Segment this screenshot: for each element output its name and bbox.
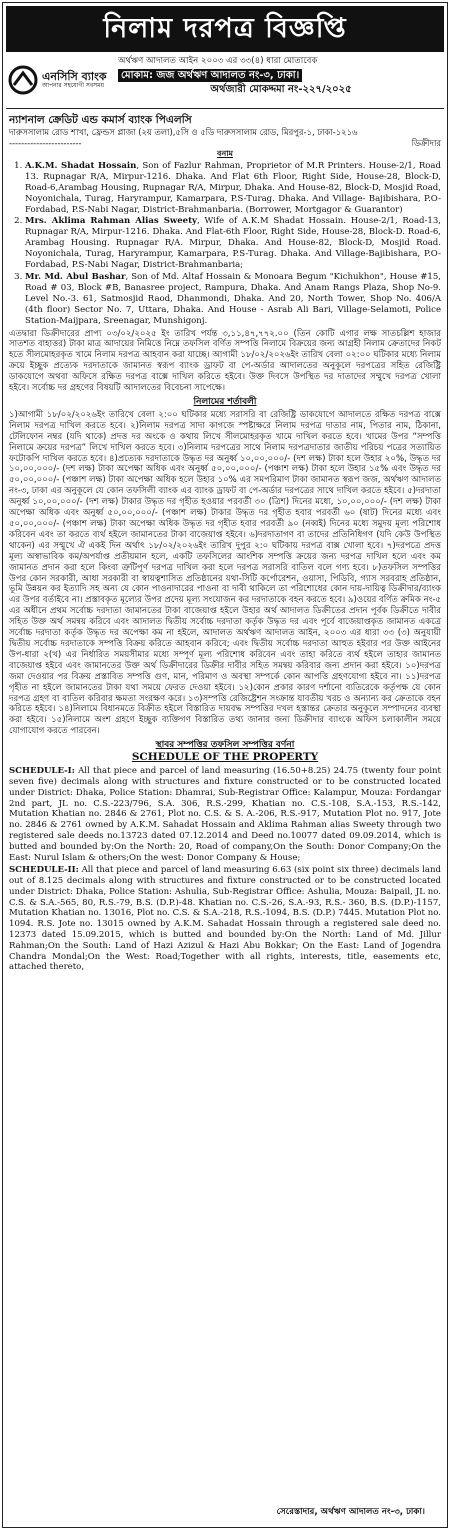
header: [6, 52, 444, 109]
terms-paragraph: ১)আগামী ১৮/০২/২০২৬ইং তারিখে বেলা ২:০০ ঘটিকার মধ্যে সরাসরি বা রেজিষ্ট্রি ডাকযোগে আদালতে রক্ষিত দরপত্র বাক্সে নিলাম দরপত্র দাখিল করতে হবে। ২)নিলাম দরপত্র সাদা কাগজে স্পষ্টাক্ষরে নিলাম দরপত্র দাতার নাম, পিতার নাম, ঠিকানা, টেলিফোন নম্বর (যদি থাকে) প্রদত্ত দর অংকে ও কথায় লিখে সীলমোহরকৃত খামে দাখিল করতে হবে। খামের উপর “সম্পত্তি নিলামে ক্রয়ের দরপত্র” লিখে দাখিল করতে হবে। ৩)নিলাম দরপত্রের সাথে নিলাম দরপত্রদাতার জাতীয় পরিচয় পত্রের সত্যায়িত ফটোকপি দাখিল করতে হবে। ৪)প্রত্যেক দরদাতাকে উদ্ধৃত দর অনুর্ধ্ব ১০,০০,০০০/- (দশ লক্ষ) টাকা হলে উহার ২০%, উদ্ধৃত দর ১০,০০,০০০/- (দশ লক্ষ) টাকা অপেক্ষা অধিক এবং অনুর্ধ্ব ৫০,০০,০০০/- (পঞ্চাশ লক্ষ) টাকা হলে উহার ১৫% এবং উদ্ধৃত দর ৫০,০০,০০০/- (পঞ্চাশ লক্ষ) টাকা অপেক্ষা অধিক হলে উহার ১০% এর সমপরিমাণ টাকা জামানত স্বরূপ জজ, অর্থঋণ আদালত নং-৩, ঢাকা এর অনুকূলে যে কোন তফসিলী ব্যাংক এর ব্যাংক ড্রাফট বা পে-অর্ডার দরপত্রের সাথে দাখিল করতে হইবে। ৫)দরদাতা অনুর্ধ্ব ১০,০০,০০০/- (দশ লক্ষ) টাকার উদ্ধৃত দর গৃহীত হওয়ার পরবর্তী ৩০ (ত্রিশ) দিনের মধ্যে, ১০,০০,০০০/- (দশ লক্ষ) টাকা অপেক্ষা অধিক এবং অনুর্ধ্ব ৫০,০০,০০০/- (পঞ্চাশ লক্ষ) টাকার উদ্ধৃত দর গৃহীত হবার পরবর্তী ৬০ (ষাট) দিনের মধ্যে এবং ৫০,০০,০০০/- (পঞ্চাশ লক্ষ) টাকা অপেক্ষা অধিক উদ্ধৃত দর গৃহীত হবার পরবর্তী ৯০ (নব্বই) দিনের মধ্যে সমুদয় মূল্য পরিশোধ করিবেন এবং তা করতে ব্যর্থ হইলে জামানতের টাকা বাজেয়াপ্ত হইবে। ৬)দরদাতাগণ বা তাদের প্রতিনিধিগণ (যদি কেউ উপস্থিত থাকেন) এর সম্মুখে ঐ একই দিন অর্থাৎ ১৮/০২/২০২৬ইং তারিখ দুপুর ২:০ ঘটিকায় দরপত্র বাক্স খোলা হবে। ৭)দরপত্রে প্রদত্ত মূল্য অস্বাভাবিক কম/অপর্যাপ্ত প্রতীয়মান হলে, একটি তফসিলের আংশিক সম্পত্তি ক্রয়ের জন্য দরপত্র দাখিল হলে এবং কম জামানত প্রদান করা হলে কিংবা ত্রুটিপূর্ণ দরপত্র দাখিল করা হলে দরপত্র সরাসরি বাতিল বলে গণ্য হবে। ৮)তফসিল সম্পত্তির উপর কোন সরকারী, আধা সরকারী বা স্বায়ত্বশাসিত প্রতিষ্ঠানের যথা-সিটি কর্পোরেশন, ওয়াসা, পিডিবি, গ্যাস সরবরাহ প্রতিষ্ঠান, ভূমি উন্নয়ন কর ইত্যাদি সহ অন্য যে কোন পাওনাদারের পাওনা বা দাবী থাকিলে তা পরিশোধের কোন দায়-দায়িত্ব ডিক্রীদার/ব্যাংক এর উপর বর্তাইবে না। প্রস্তাবকৃত মূল্যের উপর প্রদেয় মূল্য সংযোজন কর দরদাতাকে বহন করতে হবে। ৯)ওয়ের বর্ণিত ক্রমিক নং-৫ এর অধীনে প্রথম সর্বোচ্চ দরদাতা জামানতের টাকা বাজেয়াপ্ত হইলে উহার অর্থ আদালত ডিক্রীতের প্রদান পূর্বক ডিক্রীতে দাবীর সহিত উক্ত অর্থ সমন্বয় করিবে এবং আদালত দ্বিতীয় সর্বোচ্চ দরদাতা কর্তৃক উদ্ধৃত দর এবং পূর্বে বাজেয়াপ্তকৃত জামানত একত্রে সর্বোচ্চ দরদাতা কর্তৃক উদ্ধৃত দর অপেক্ষা কম না হইলে, আদালত অর্থঋণ আদালত আইন, ২০০৩ এর ধারা ৩৩ (৩) অনুযায়ী দ্বিতীয় সর্বোচ্চ দরদাতাকে সম্পত্তি বিক্রয় করিতে আহবান করিবে; এবং দ্বিতীয় সর্বোচ্চ দরদাতা আহুত হইবার পর উক্ত আইনের উপ-ধারা ২(খ) এর নির্ধারিত সময়সীমার মধ্যে সম্পূর্ণ মূল্য পরিশোধ করিবেন এবং তাহা করিতে ব্যর্থ হইলে তাহার জামানত বাজেয়াপ্ত হইবে এবং জামানতের উক্ত অর্থ ডিক্রীদারের ডিক্রীর দাবীর সহিত সমন্বয় করিবার জন্য প্রদান করা হইবে। ১০)দরপত্র জমা দেওয়ার পর বিক্রয় প্রস্তাবিত সম্পত্তি গুণ, মান, পরিমাণ ও অবস্থা সম্পর্কে কোন আপত্তি গ্রহণযোগ্য হইবে না। ১১)দরপত্র গৃহীত না হইলে জামানতের টাকা যথা সময়ে ফেরত দেওয়া হইবে। ১২)কোন প্রকার কারণ দর্শানো ব্যতিরেকে কর্তৃপক্ষ যে কোন দরপত্র গ্রহণ বা বাতিল করিবার ক্ষমতা সংরক্ষণ করে। ১৩)সম্পত্তি রেজিষ্ট্রেশন সংক্রান্ত যাবতীয় খরচ ও অন্যান্য কর ক্রেতাকে বহন করিতে হইবে। ১৪)নিলামে বিধানমতে বিক্রীত হইলে বিস্তারিত দায়বদ্ধ সম্পত্তির দখল হস্তান্তর ক্রেতার অনুকূলে সম্পাদনের ব্যবস্থা করা হইবে। ১৫)নিলামে অংশ গ্রহণে ইচ্ছুক ব্যক্তিগণ বিস্তারিত তথ্য জানার জন্য ডিক্রীদার ব্যাংকে অফিস চলাকালীন সময়ে যোগাযোগ করতে পারবেন।: [9, 409, 441, 737]
court-name: মোকাম: জজ অর্থঋণ আদালত নং-৩, ঢাকা।: [118, 69, 302, 82]
logo-name: এনসিসি ব্যাংক: [42, 69, 107, 83]
defendants-list: [9, 161, 441, 327]
notice-title: নিলাম দরপত্র বিজ্ঞপ্তি: [6, 6, 444, 52]
logo-tagline: আপনার সহযোগী সবসময়: [42, 81, 105, 89]
notice: [2, 2, 448, 1528]
footer-signature: সেরেস্তাদার, অর্থঋণ আদালত নং-৩, ঢাকা।: [276, 1507, 425, 1517]
schedule-item: SCHEDULE-II: All that piece and parcel of land measuring 6.63 (six point six three) decimals land out of 8.125 decimals along with structures and fixture constructed or to be constructed located under District: Dhaka, Police Station: Ashulia, Sub-Registrar Office: Ashulia, Mouza: Baipail, JL no. C.S. & S.A.-565, 80, R.S.-79, B.S. (D.P.)-48. Khatian no. C.S.-26, S.A.-93, R.S.- 360, B.S. (D.P.)-1157, Mutation Khatian no. 13016, Plot no. C.S. & S.A.-218, R.S.-1094, B.S. (D.P.) 7445. Mutation Plot no. 1094. R.S. Jote no. 13015 owned by A.K.M. Sahadat Hossain through a registered sale deed no. 12373 dated 15.09.2015, which is butted and bounded by:On the North: Land of Md. Jillur Rahman;On the South: Land of Hazi Azizul & Hazi Abu Bokkar; On the East: Land of Jogendra Chandra Mondal;On the West: Road;Together with all rights, interests, title, easements etc, attached thereto,: [9, 865, 441, 973]
notice-body: [3, 109, 447, 973]
defendant-item: 2. Mrs. Aklima Rahman Alias Sweety, Wife of A.K.M Shadat Hossain. House-2/1, Road-13, Rupnagar R/A, Mirpur-1216. Dhaka. And Flat-6th Floor, Right Side, House-28, Block-D. Road-6, Arambag Housing. Rupnagar R/A. Mirpur, Dhaka. And House-82, Block-D, Mosjid Road. Noyonichala, Turag, Haryrampur, Kamarpara, P.S-Turag. Dhaka. And Village-Bajibishara, P.O-Fordabad, P.S-Nabi Nagar, District-Brahmanbaria;: [25, 216, 441, 271]
defendant-item: 3. Mr. Md. Abul Bashar, Son of Md. Altaf Hossain & Monoara Begum "Kichukhon", House #15, Road # 03, Block #B, Banasree project, Rampura, Dhaka. And Anam Rangs Plaza, Shop No-9. Level No.-3. 61, Satmosjid Raod, Dhanmondi, Dhaka. And 20, North Tower, Shop No. 406/A (4th floor) Sector No. 7, Uttara, Dhaka. And House - Asrab Ali Bari, Village-Selamoti, Police Station-Maijpara, Sreenagar, Munshigonj.: [25, 272, 441, 327]
schedule-heading: SCHEDULE OF THE PROPERTY: [131, 751, 319, 764]
decree-holder-label: ডিক্রীদার: [411, 138, 441, 148]
plaintiff-address: দারুসসালাম রোড শাখা, ফ্রেন্ডস প্লাজা (২য় তলা),৫সি ও ৫ডি দারুসসালাম রোড, মিরপুর-১, ঢাকা-১২১৬: [9, 127, 358, 137]
terms-heading: নিলামের শর্তাবলী: [193, 396, 257, 407]
court-info: [118, 52, 444, 108]
ncc-logo-icon: [8, 65, 38, 95]
court-act: অর্থঋণ আদালত আইন ২০০৩ এর ৩৩(৪) ধারা মোতাবেক: [118, 56, 318, 66]
bank-logo: [6, 52, 118, 108]
versus-label: বনাম: [217, 149, 233, 158]
intro-paragraph: এতদ্বারা ডিক্রীদারের প্রাপ্য ০৩/০২/২০২৫ ইং তারিখ পর্যন্ত ৩,১১,৪৭,৭৭২.০০ (তিন কোটি এগার লক্ষ সাতচল্লিশ হাজার সাতশত বাহাত্তর) টাকা মাত্র আদায়ের নিমিত্তে নিম্নে তফসিল বর্ণিত সম্পত্তি নিলামে বিক্রয়ের জন্য আগ্রহী নিলাম ক্রেতাদের নিকট হতে সীলমোহরকৃত খামে নিলাম দরপত্র আহবান করা যাচ্ছে। আগামী ১৮/০২/২০২৬ইং তারিখ বেলা ০২:০০ ঘটিকার মধ্যে নিলাম ক্রয়ে ইচ্ছুক প্রত্যেক দরদাতাকে জামানত স্বরূপ ব্যাংক ড্রাফট বা পে-অর্ডার আদালতের অনুকূলে দরপত্রের সহিত রেজিষ্ট্রি ডাকযোগে অথবা অফিসে রক্ষিত দরপত্র বাক্সে দাখিল করিতে হইবে। উক্ত দিবসে উপস্থিত দর দাতাদের সম্মুখে দরপত্র খোলা হইবে। সর্বোচ্চ দর গ্রহণের বিষয়টি আদালতের বিবেচনা সাপেক্ষে।: [9, 328, 441, 394]
schedule-item: SCHEDULE-I: All that piece and parcel of land measuring (16.50+8.25) 24.75 (twenty four point seven five) decimals along with structures and fixture constructed or to be constructed located under District: Dhaka, Police Station: Dhamrai, Sub-Registrar Office: Kalampur, Mouza: Fordangar 2nd part, JL no. C.S.-223/796, S.A. 306, R.S.-299, Khatian no. C.S.-108, S.A.-153, R.S.-142, Mutation Khatian no. 2846 & 2761, Plot no. C.S. & S. A.-206, R.S.-917, Mutation Plot no. 917, Jote no. 2846 & 2761 owned by A.K.M. Sahadat Hossain and Aklima Rahman alias Sweety through two registered sale deeds no.13723 dated 07.12.2014 and Deed no.10077 dated 09.09.2014, which is butted and bounded by:On the North: 20, Road of company,On the South: Donor Company;On the East: Nurul Islam & others;On the west: Donor Company & House;: [9, 766, 441, 863]
decree-holder-line: ------------------------ ডিক্রীদার: [9, 138, 441, 148]
plaintiff-name: ন্যাশনাল ক্রেডিট এন্ড কমার্স ব্যাংক পিএলসি: [9, 114, 192, 126]
property-heading-bn: স্থাবর সম্পত্তির তফসিল সম্পত্তির বর্ণনা: [155, 740, 295, 751]
defendant-item: 1. A.K.M. Shadat Hossain, Son of Fazlur Rahman, Proprietor of M.R Printers. House-2/1, Road 13. Rupnagar R/A, Mirpur-1216. Dhaka. And Flat 6th Floor, Right Side, House-28, Block-D, Road-6,Arambag Housing, Rupnagar R/A, Mirpur, Dhaka. And House-82, Block-D, Mosjid Road, Noyonichala, Turag, Haryrampur, Kamarpara, P.S-Turag. Dhaka. And Village- Bajibishara, P.O-Fordabad, P.S-Nabi Nagar, District-Brahmanbaria. (Borrower, Mortgagor & Guarantor): [25, 161, 441, 216]
case-number: অর্থজারী মোকদ্দমা নং-২২৭/২০২৫: [210, 84, 352, 95]
